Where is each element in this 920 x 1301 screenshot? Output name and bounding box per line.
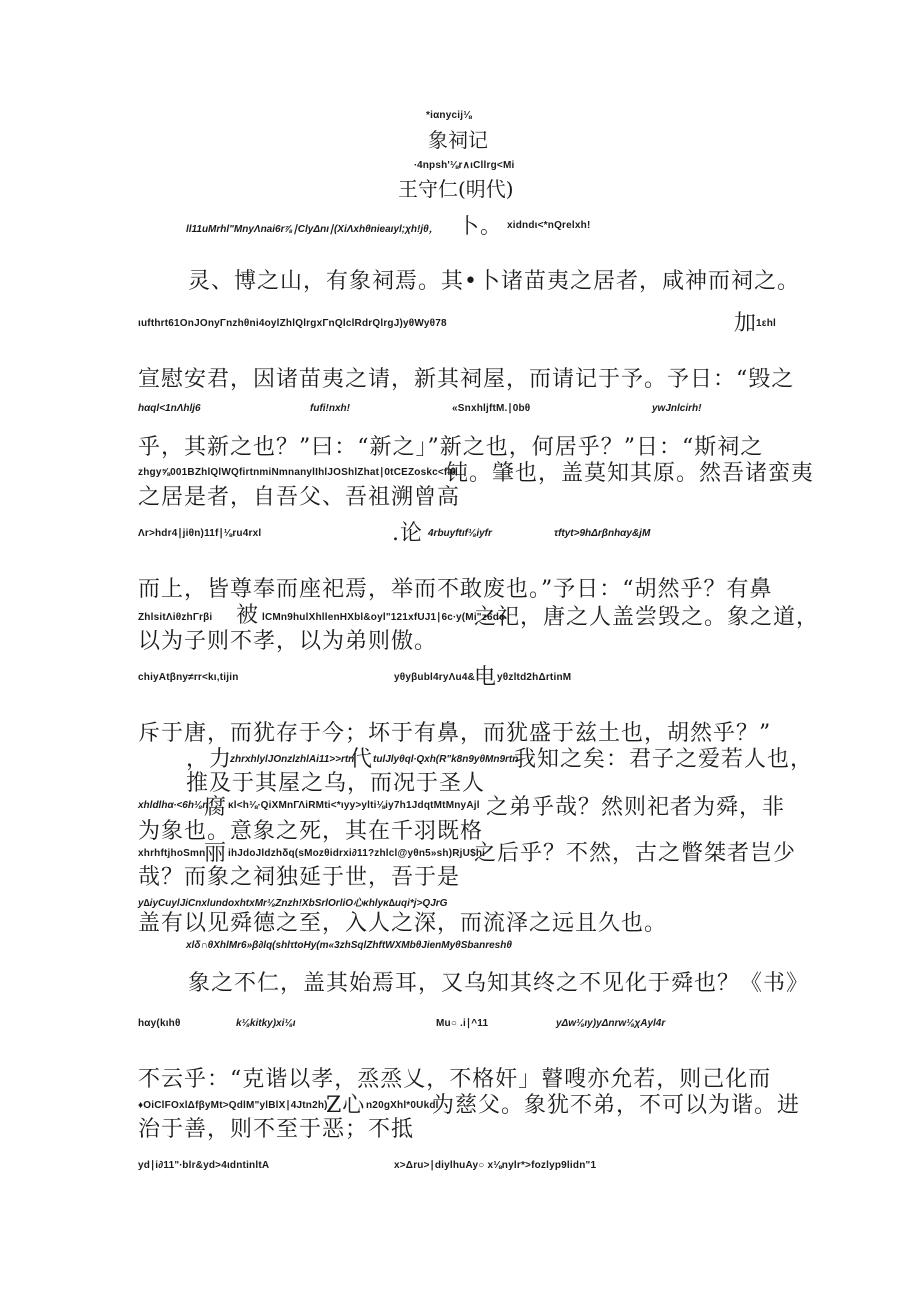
garbled-6a: chiyAtβny≠rr<kι,tijin bbox=[138, 672, 239, 683]
text-8c: 我知之矣：君子之爱若人也， bbox=[514, 747, 814, 772]
garbled-18d: yΔw⅛ιy)yΔnrw⅛χAyl4r bbox=[556, 1018, 666, 1029]
garbled-6b: yθyβubl4ryΛu4& bbox=[394, 672, 476, 683]
text-line-9: 推及于其屋之乌，而况于圣人 bbox=[186, 771, 486, 796]
garbled-1c: 1εhl bbox=[756, 318, 776, 329]
glyph-20b: Z心 bbox=[326, 1093, 366, 1118]
glyph-6c: 电 bbox=[474, 665, 498, 690]
garbled-8g2: tulJlyθql∙Qxh(R"k8n9yθMn9rtn bbox=[373, 754, 519, 765]
text-line-19: 不云乎：“克谐以孝，烝烝乂，不格奸」瞽嗖亦允若，则己化而 bbox=[138, 1067, 772, 1092]
glyph-10b: 腐 bbox=[204, 795, 228, 820]
text-line-6a: 之祀，唐之人盖尝毁之。象之道， bbox=[474, 605, 820, 630]
text-line-5: 而上，皆尊奉而座祀焉，举而不敢废也。”予日：“胡然乎？有鼻 bbox=[138, 577, 773, 602]
text-line-6b: 以为子则不孝，以为弟则傲。 bbox=[138, 629, 438, 654]
garbled-18b: k⅛kitky)xi⅛ι bbox=[236, 1018, 296, 1029]
garbled-text-3c: xidndι<*nQrelxh! bbox=[507, 220, 591, 231]
garbled-line-16: xlδ∩θXhlMr6»β∂lq(shlτtoHy(m«3zhSqlZhftWXMbθJienMyθSbanreshθ bbox=[186, 940, 512, 951]
garbled-8g1: zhrxhlylJOnzlzhlAi11>>rtn bbox=[230, 754, 355, 765]
garbled-2b: fufi!nxh! bbox=[310, 403, 350, 414]
glyph-1b: 加 bbox=[734, 311, 758, 336]
garbled-5a: ZhlsitΛiθzhΓrβi bbox=[138, 612, 213, 623]
glyph-5b: 被 bbox=[236, 603, 260, 628]
author: 王守仁(明代) bbox=[398, 177, 514, 201]
garbled-2c: «SnxhljftM.∣0bθ bbox=[452, 403, 531, 414]
garbled-4c: 4rbuyftιf⅛iyfr bbox=[428, 528, 492, 539]
garbled-18a: hαy(kιhθ bbox=[138, 1018, 181, 1029]
text-line-11: 为象也。意象之死，其在千羽既格 bbox=[138, 819, 484, 844]
glyph-8b: 代 bbox=[350, 747, 374, 772]
text-10c: 之弟乎哉？然则祀者为舜，非 bbox=[486, 795, 786, 820]
text-line-15: 盖有以见舜德之至，入人之深，而流泽之远且久也。 bbox=[138, 911, 668, 936]
text-line-3: 乎，其新之也？”曰：“新之」”新之也，何居乎？”日：“斯祠之 bbox=[138, 435, 764, 460]
text-20c: 为慈父。象犹不弟，不可以为谐。进 bbox=[432, 1093, 801, 1118]
text-8a: ，力 bbox=[186, 747, 233, 772]
garbled-10g1: xhldlhα∙<6h⅛n bbox=[138, 800, 209, 811]
text-line-13: 哉？而象之祠独延于世，吾于是 bbox=[138, 865, 461, 890]
garbled-12g2: ihJdoJldzhδq(sMozθidrxi∂11?zhlcl@yθn5»sh)RjU$hi bbox=[228, 848, 486, 859]
garbled-5c: lCMn9hulXhllenHXbl&oyl"121xfUJ1∣6c∙y(Mi"z6do bbox=[262, 612, 506, 623]
text-line-4b: 之居是者，自吾父、吾祖溯曾高 bbox=[138, 485, 461, 510]
garbled-6d: yθzltd2hΔrtinM bbox=[497, 672, 572, 683]
glyph-4b: .论 bbox=[392, 521, 423, 546]
text-line-4a: 钝。肇也，盖莫知其原。然吾诸蛮夷 bbox=[446, 461, 815, 486]
garbled-text-2: ∙4npsh'⅛r∧ιCllrg<Mi bbox=[414, 160, 515, 171]
garbled-20g: ♦OiClFOxlΔfβyMt>QdlM"ylBlX∣4Jtn2h) bbox=[138, 1100, 328, 1111]
text-line-21: 治于善，则不至于恶；不抵 bbox=[138, 1117, 415, 1142]
text-line-2: 宣慰安君，因诸苗夷之请，新其祠屋，而请记于予。予日：“毁之 bbox=[138, 367, 795, 392]
garbled-2a: hαql<1nΛhlj6 bbox=[138, 403, 201, 414]
garbled-10g2: κl<h⅛∙QiXMnΓΛiRMti<*ιyy>ylti⅛iy7h1JdqtMtMnyAjl bbox=[228, 800, 480, 811]
text-line-7: 斥于唐，而犹存于今；坏于有鼻，而犹盛于兹土也，胡然乎？” bbox=[138, 721, 772, 746]
garbled-2d: ywJnlcirh! bbox=[652, 403, 702, 414]
garbled-4d: τftyt>9hΔrβnhαy&jM bbox=[554, 528, 651, 539]
garbled-4a: Λr>hdr4∣jiθn)11f∣⅛ru4rxl bbox=[138, 528, 262, 539]
garbled-line-3: zhgy⅝001BZhlQlWQfirtnmiNmnanylIhlJOShlZhat∣0tCEZoskc<flθ bbox=[138, 467, 457, 478]
garbled-22a: yd∣i∂11"∙blr&yd>4ιdntinltA bbox=[138, 1160, 270, 1171]
garbled-line-1: ιufthrt61OnJOnyΓnzhθni4oylZhlQlrgxΓnQlclRdrQlrgJ)yθWyθ78 bbox=[138, 318, 447, 329]
text-line-17: 象之不仁，盖其始焉耳，又乌知其终之不见化于舜也？《书》 bbox=[188, 971, 810, 996]
text-12c: 之后乎？不然，古之瞥桀者岂少 bbox=[474, 841, 797, 866]
garbled-18c: Mu○ .i∣^11 bbox=[436, 1018, 489, 1029]
garbled-line-14: y∆iyCuylJiCnxlundoxhtxMr⅛Znzh!XbSrlOrliO心κhlyκ∆uqi*j>QJrG bbox=[138, 898, 448, 909]
glyph-12b: 丽 bbox=[204, 841, 228, 866]
garbled-text-3a: ll11uMrhl"MnyΛnai6r⅞∣ClyΔnι∣(XiΛxhθnieaιyl;χh!jθ， bbox=[186, 224, 439, 235]
page-title: 象祠记 bbox=[428, 128, 488, 152]
garbled-12g1: xhrhftjhoSmn bbox=[138, 848, 206, 859]
garbled-20g2: n20gXhl*0Ukdl bbox=[366, 1100, 439, 1111]
glyph-3b: 卜。 bbox=[458, 214, 502, 238]
garbled-text-1: *iαnycij⅛ bbox=[426, 110, 472, 121]
text-line-1: 灵、博之山，有象祠焉。其•卜诸苗夷之居者，咸神而祠之。 bbox=[188, 269, 800, 294]
garbled-22b: x>Δru>∣diylhuAy○ x⅛nylr*>fozlyp9lidn"1 bbox=[394, 1160, 597, 1171]
